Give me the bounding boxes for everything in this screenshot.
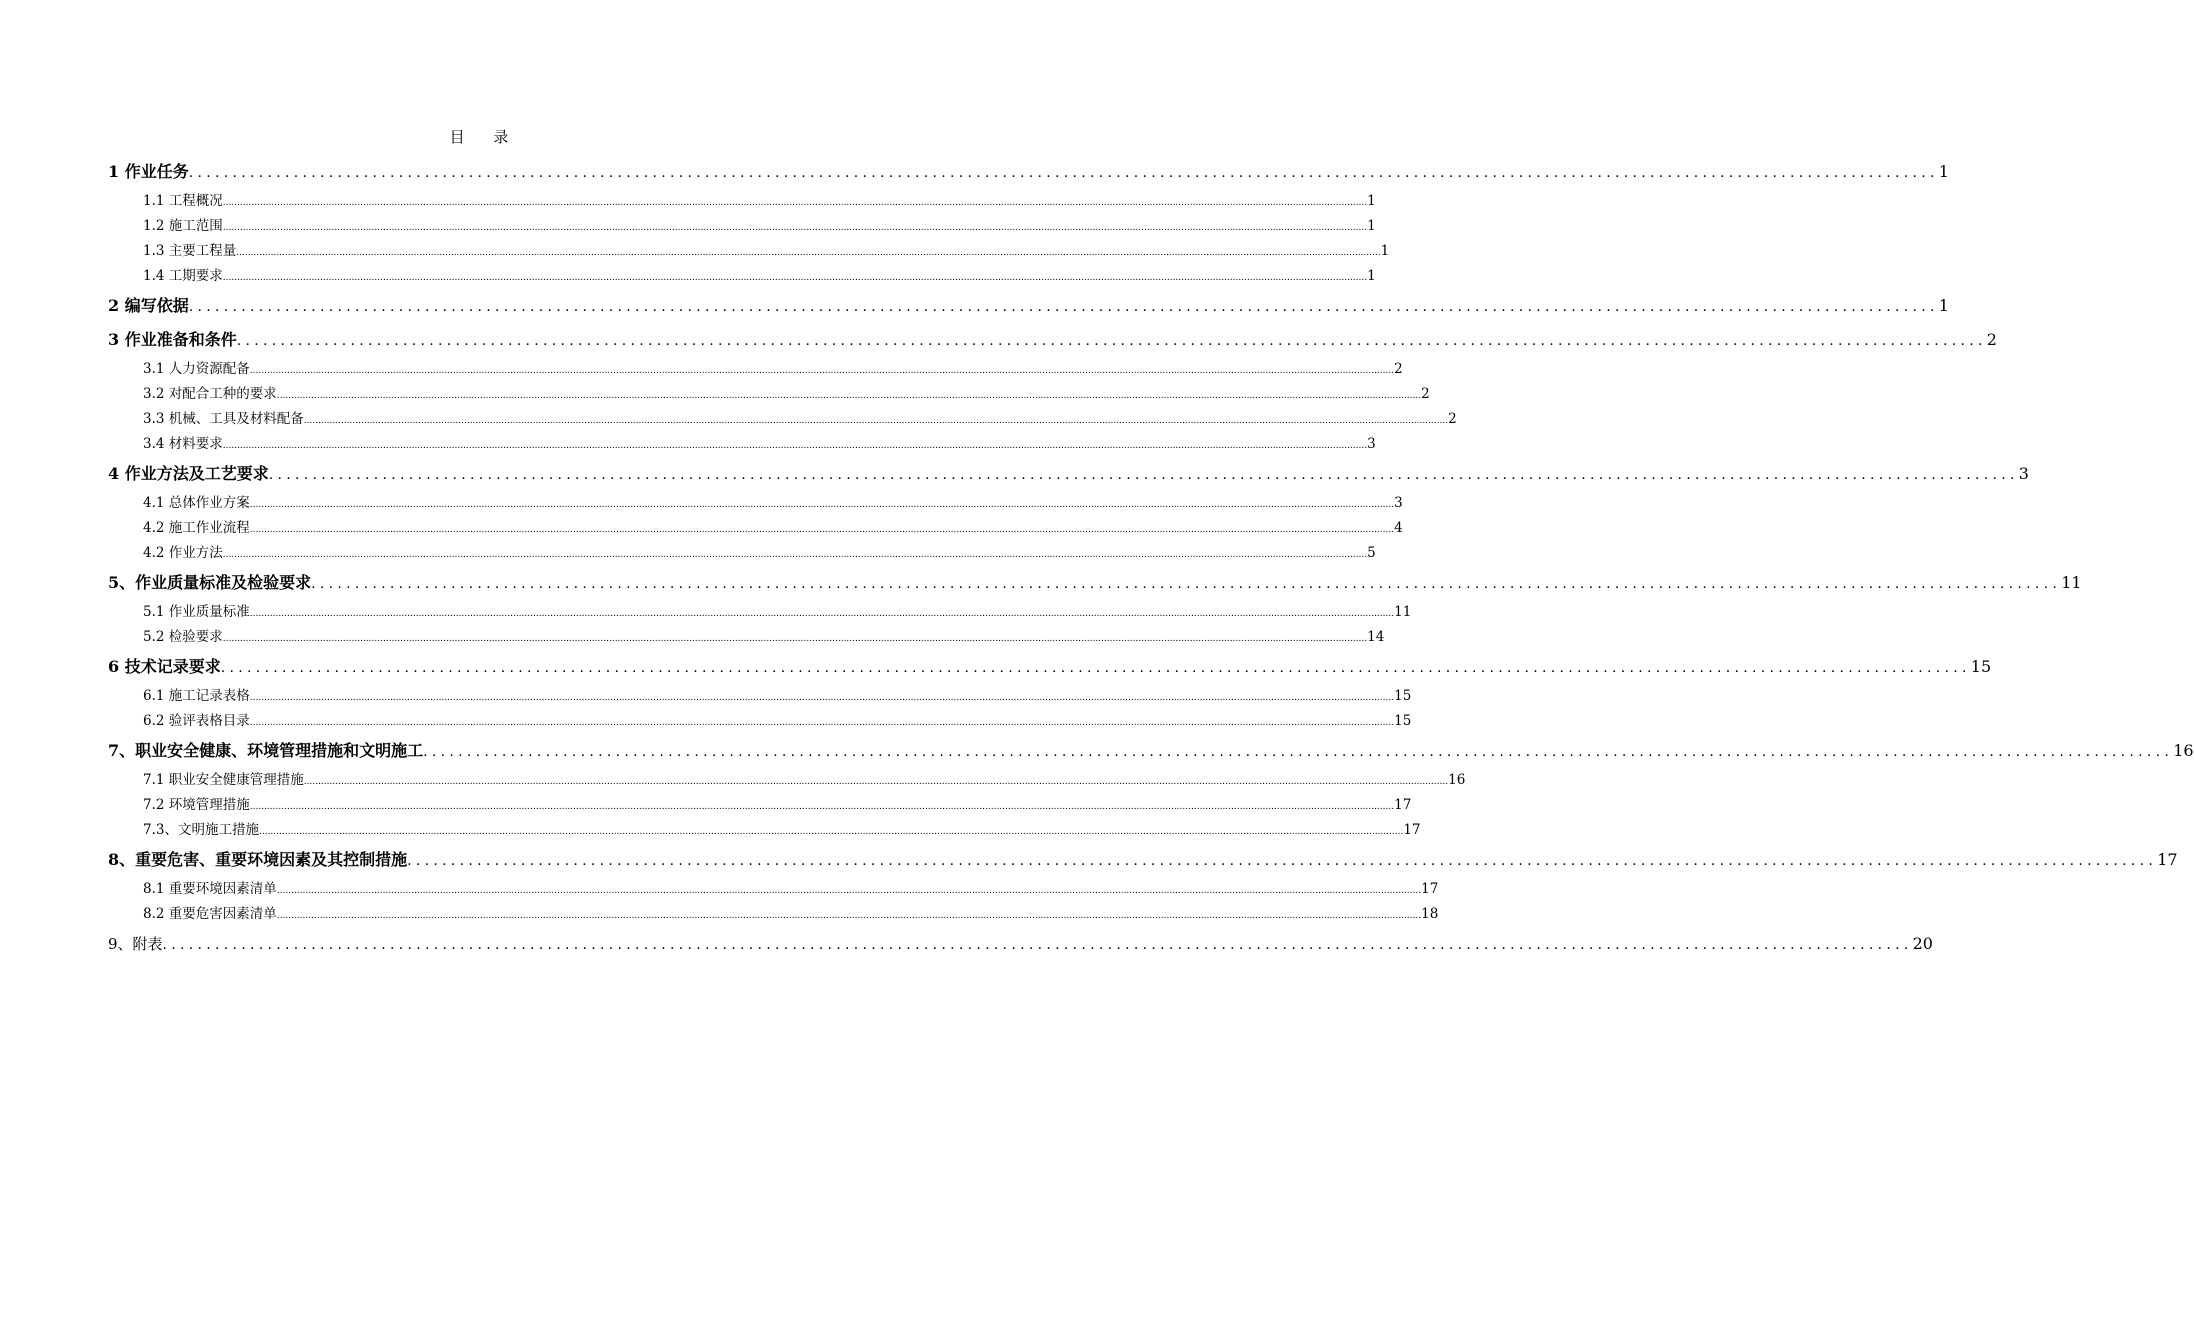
toc-page-number: 1 (1367, 193, 1376, 209)
toc-entry-label: 3.3 机械、工具及材料配备 (143, 411, 304, 427)
toc-page-number: 4 (1394, 520, 1403, 536)
dot-leader: ................................................................................................................................................................................................................................................................................................................................................................................................................ (236, 248, 1381, 258)
toc-page-number: 17 (2157, 850, 2178, 869)
toc-page-number: 1 (1367, 268, 1376, 284)
toc-entry-label: 6.1 施工记录表格 (143, 688, 250, 704)
toc-page-number: 1 (1938, 296, 1949, 315)
toc-entry-label: 8.2 重要危害因素清单 (143, 906, 277, 922)
dot-leader: ................................................................................................................................................................................................................................................................................................................................................................................................................ (222, 550, 1368, 560)
toc-page-number: 11 (2061, 573, 2082, 592)
toc-subsection-entry[interactable] (108, 793, 1412, 818)
dot-leader: ................................................................................................................................................................................................................................................................................................................................................................................................................ (222, 223, 1368, 233)
toc-entry-label: 5、作业质量标准及检验要求 (108, 573, 312, 592)
dot-leader: ........................................................................................................................................................................................................ (423, 744, 2174, 760)
dot-leader: ................................................................................................................................................................................................................................................................................................................................................................................................................ (249, 366, 1395, 376)
toc-entry-label: 1 作业任务 (108, 162, 189, 181)
dot-leader: ........................................................................................................................................................................................................ (311, 576, 2062, 592)
toc-entry-label: 9、附表 (108, 935, 163, 953)
toc-title: 目 录 (449, 128, 521, 146)
toc-page-number: 15 (1394, 688, 1412, 704)
toc-subsection-entry[interactable] (108, 768, 1466, 793)
toc-entry-label: 3.2 对配合工种的要求 (143, 386, 277, 402)
dot-leader: ........................................................................................................................................................................................................ (162, 937, 1913, 953)
dot-leader: ................................................................................................................................................................................................................................................................................................................................................................................................................ (222, 198, 1368, 208)
toc-subsection-entry[interactable] (108, 818, 1421, 843)
toc-page-number: 16 (2173, 741, 2194, 760)
dot-leader: ........................................................................................................................................................................................................ (268, 467, 2019, 483)
toc-page-number: 5 (1367, 545, 1376, 561)
toc-entry-label: 7.3、文明施工措施 (143, 822, 259, 838)
toc-subsection-entry[interactable] (108, 684, 1412, 709)
toc-entry-label: 8.1 重要环境因素清单 (143, 881, 277, 897)
toc-subsection-entry[interactable] (108, 877, 1439, 902)
toc-entry-label: 4 作业方法及工艺要求 (108, 464, 269, 483)
dot-leader: ........................................................................................................................................................................................................ (236, 333, 1987, 349)
dot-leader: ................................................................................................................................................................................................................................................................................................................................................................................................................ (249, 525, 1395, 535)
toc-page-number: 3 (1394, 495, 1403, 511)
toc-subsection-entry[interactable] (108, 491, 1403, 516)
toc-page-number: 17 (1394, 797, 1412, 813)
toc-section-entry[interactable] (108, 323, 1997, 357)
toc-page-number: 15 (1970, 657, 1992, 676)
toc-subsection-entry[interactable] (108, 357, 1403, 382)
toc-entry-label: 3.4 材料要求 (143, 436, 223, 452)
toc-subsection-entry[interactable] (108, 516, 1403, 541)
toc-entry-label: 5.2 检验要求 (143, 629, 223, 645)
table-of-contents (108, 155, 2194, 961)
dot-leader: ................................................................................................................................................................................................................................................................................................................................................................................................................ (249, 718, 1395, 728)
dot-leader: ................................................................................................................................................................................................................................................................................................................................................................................................................ (276, 886, 1422, 896)
toc-entry-label: 7、职业安全健康、环境管理措施和文明施工 (108, 741, 424, 760)
toc-page-number: 2 (1394, 361, 1403, 377)
toc-entry-label: 3 作业准备和条件 (108, 330, 237, 349)
toc-page-number: 3 (1367, 436, 1376, 452)
toc-subsection-entry[interactable] (108, 382, 1430, 407)
dot-leader: ................................................................................................................................................................................................................................................................................................................................................................................................................ (249, 500, 1395, 510)
toc-subsection-entry[interactable] (108, 709, 1412, 734)
dot-leader: ................................................................................................................................................................................................................................................................................................................................................................................................................ (303, 777, 1449, 787)
toc-subsection-entry[interactable] (108, 264, 1376, 289)
toc-page-number: 3 (2018, 464, 2029, 483)
dot-leader: ................................................................................................................................................................................................................................................................................................................................................................................................................ (303, 416, 1449, 426)
toc-entry-label: 6 技术记录要求 (108, 657, 221, 676)
toc-subsection-entry[interactable] (108, 600, 1412, 625)
dot-leader: ........................................................................................................................................................................................................ (407, 853, 2158, 869)
toc-subsection-entry[interactable] (108, 432, 1376, 457)
toc-page-number: 11 (1394, 604, 1412, 620)
toc-section-entry[interactable] (108, 457, 2029, 491)
toc-page-number: 14 (1367, 629, 1385, 645)
toc-page-number: 1 (1367, 218, 1376, 234)
toc-section-entry[interactable] (108, 927, 1933, 961)
toc-page-number: 2 (1448, 411, 1457, 427)
dot-leader: ................................................................................................................................................................................................................................................................................................................................................................................................................ (222, 273, 1368, 283)
toc-entry-label: 6.2 验评表格目录 (143, 713, 250, 729)
toc-entry-label: 2 编写依据 (108, 296, 189, 315)
toc-section-entry[interactable] (108, 155, 1949, 189)
dot-leader: ........................................................................................................................................................................................................ (188, 165, 1939, 181)
toc-page-number: 15 (1394, 713, 1412, 729)
toc-page-number: 17 (1403, 822, 1421, 838)
toc-page-number: 20 (1912, 934, 1933, 953)
toc-section-entry[interactable] (108, 566, 2082, 600)
toc-entry-label: 3.1 人力资源配备 (143, 361, 250, 377)
toc-entry-label: 1.4 工期要求 (143, 268, 223, 284)
toc-section-entry[interactable] (108, 843, 2178, 877)
toc-entry-label: 4.2 施工作业流程 (143, 520, 250, 536)
toc-subsection-entry[interactable] (108, 541, 1376, 566)
dot-leader: ................................................................................................................................................................................................................................................................................................................................................................................................................ (222, 634, 1368, 644)
toc-page-number: 18 (1421, 906, 1439, 922)
dot-leader: ................................................................................................................................................................................................................................................................................................................................................................................................................ (249, 802, 1395, 812)
toc-entry-label: 4.1 总体作业方案 (143, 495, 250, 511)
toc-page-number: 1 (1938, 162, 1949, 181)
toc-section-entry[interactable] (108, 289, 1949, 323)
toc-page-number: 2 (1421, 386, 1430, 402)
dot-leader: ........................................................................................................................................................................................................ (220, 660, 1971, 676)
dot-leader: ................................................................................................................................................................................................................................................................................................................................................................................................................ (249, 693, 1395, 703)
toc-section-entry[interactable] (108, 650, 1992, 684)
toc-section-entry[interactable] (108, 734, 2194, 768)
toc-subsection-entry[interactable] (108, 407, 1457, 432)
toc-entry-label: 1.1 工程概况 (143, 193, 223, 209)
toc-page-number: 16 (1448, 772, 1466, 788)
dot-leader: ................................................................................................................................................................................................................................................................................................................................................................................................................ (276, 911, 1422, 921)
toc-entry-label: 1.3 主要工程量 (143, 243, 237, 259)
toc-entry-label: 4.2 作业方法 (143, 545, 223, 561)
dot-leader: ................................................................................................................................................................................................................................................................................................................................................................................................................ (222, 441, 1368, 451)
toc-entry-label: 8、重要危害、重要环境因素及其控制措施 (108, 850, 408, 869)
toc-subsection-entry[interactable] (108, 189, 1376, 214)
dot-leader: ........................................................................................................................................................................................................ (188, 299, 1939, 315)
toc-page-number: 2 (1986, 330, 1997, 349)
toc-entry-label: 1.2 施工范围 (143, 218, 223, 234)
toc-page-number: 17 (1421, 881, 1439, 897)
toc-subsection-entry[interactable] (108, 625, 1385, 650)
toc-entry-label: 5.1 作业质量标准 (143, 604, 250, 620)
dot-leader: ................................................................................................................................................................................................................................................................................................................................................................................................................ (249, 609, 1395, 619)
dot-leader: ................................................................................................................................................................................................................................................................................................................................................................................................................ (258, 827, 1404, 837)
dot-leader: ................................................................................................................................................................................................................................................................................................................................................................................................................ (276, 391, 1422, 401)
toc-subsection-entry[interactable] (108, 239, 1390, 264)
toc-entry-label: 7.1 职业安全健康管理措施 (143, 772, 304, 788)
toc-page-number: 1 (1380, 243, 1390, 259)
toc-entry-label: 7.2 环境管理措施 (143, 797, 250, 813)
toc-subsection-entry[interactable] (108, 214, 1376, 239)
toc-subsection-entry[interactable] (108, 902, 1439, 927)
